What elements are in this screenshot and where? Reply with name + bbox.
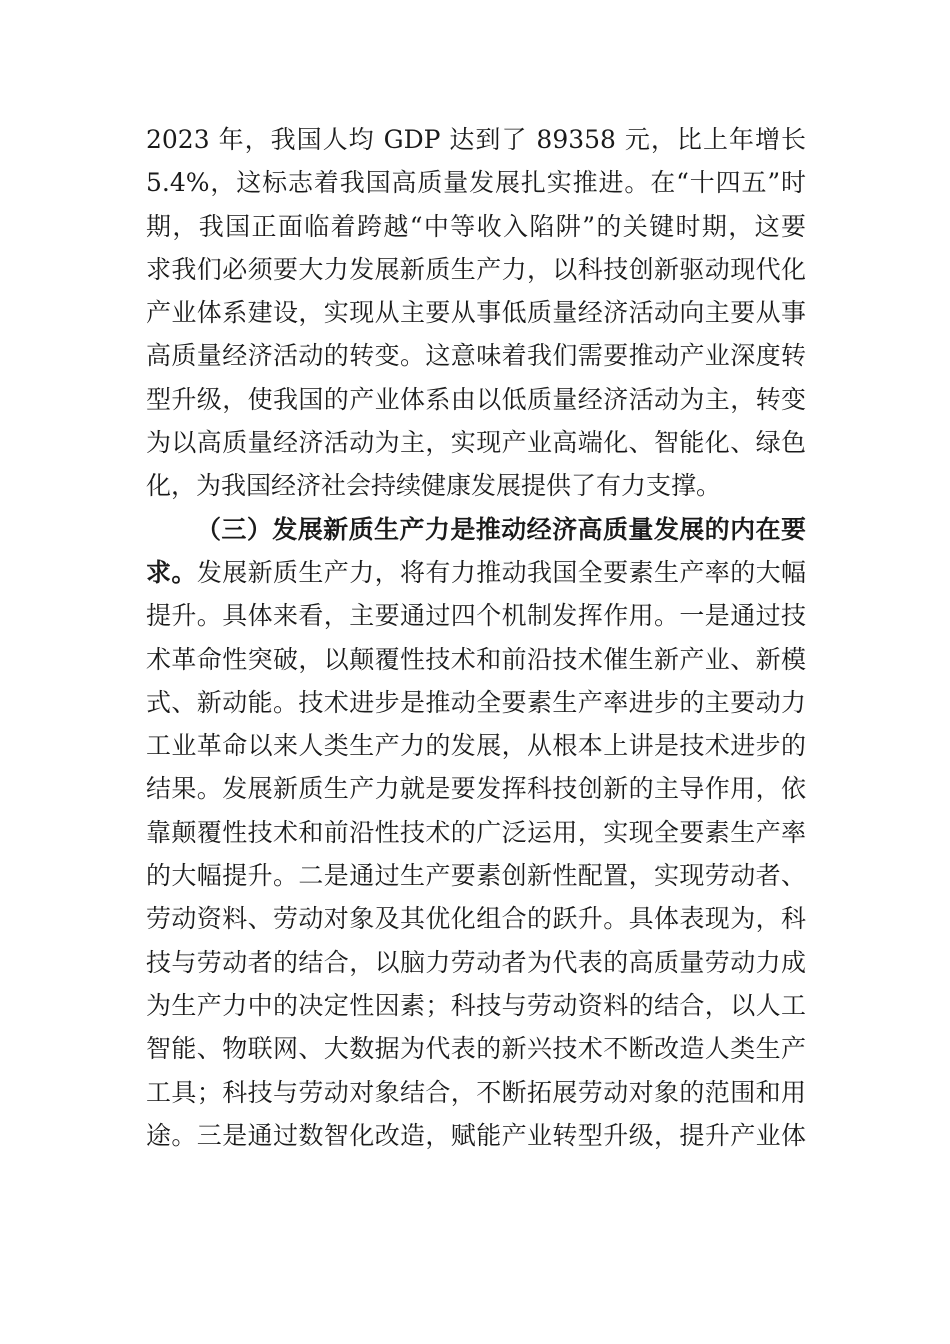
paragraph2-line-7: 靠颠覆性技术和前沿性技术的广泛运用，实现全要素生产率 <box>146 817 806 847</box>
paragraph2-line-13: 工具；科技与劳动对象结合，不断拓展劳动对象的范围和用 <box>146 1077 806 1107</box>
paragraph2-line-5: 工业革命以来人类生产力的发展，从根本上讲是技术进步的 <box>146 731 806 761</box>
paragraph2-line-10: 技与劳动者的结合，以脑力劳动者为代表的高质量劳动力成 <box>146 947 806 977</box>
paragraph2-line-3: 术革命性突破，以颠覆性技术和前沿技术催生新产业、新模 <box>146 644 806 674</box>
paragraph2-line-11: 为生产力中的决定性因素；科技与劳动资料的结合，以人工 <box>146 990 806 1020</box>
body-text <box>146 118 806 1157</box>
paragraph1-line-6: 高质量经济活动的转变。这意味着我们需要推动产业深度转 <box>146 341 806 371</box>
paragraph2-line-6: 结果。发展新质生产力就是要发挥科技创新的主导作用，依 <box>146 774 806 804</box>
paragraph2-line-1 <box>146 551 806 594</box>
paragraph2-line-4: 式、新动能。技术进步是推动全要素生产率进步的主要动力 <box>146 687 806 717</box>
paragraph2-line-8: 的大幅提升。二是通过生产要素创新性配置，实现劳动者、 <box>146 861 806 891</box>
paragraph2-line-9: 劳动资料、劳动对象及其优化组合的跃升。具体表现为，科 <box>146 904 806 934</box>
paragraph1-line-3: 期，我国正面临着跨越“中等收入陷阱”的关键时期，这要 <box>146 211 806 241</box>
paragraph2-line-12: 智能、物联网、大数据为代表的新兴技术不断改造人类生产 <box>146 1034 806 1064</box>
paragraph2-line-1-text: 发展新质生产力，将有力推动我国全要素生产率的大幅 <box>196 557 806 587</box>
paragraph2-line-14: 途。三是通过数智化改造，赋能产业转型升级，提升产业体 <box>146 1120 806 1150</box>
paragraph1-line-2: 5.4%，这标志着我国高质量发展扎实推进。在“十四五”时 <box>146 168 806 198</box>
paragraph2-line-2: 提升。具体来看，主要通过四个机制发挥作用。一是通过技 <box>146 601 806 631</box>
paragraph1-line-8: 为以高质量经济活动为主，实现产业高端化、智能化、绿色 <box>146 428 806 458</box>
section-heading: （三）发展新质生产力是推动经济高质量发展的内在要 <box>196 514 806 544</box>
paragraph1-line-7: 型升级，使我国的产业体系由以低质量经济活动为主，转变 <box>146 384 806 414</box>
paragraph1-line-1: 2023 年，我国人均 GDP 达到了 89358 元，比上年增长 <box>146 125 806 154</box>
section-heading-end: 求。 <box>146 557 197 587</box>
paragraph1-line-4: 求我们必须要大力发展新质生产力，以科技创新驱动现代化 <box>146 254 806 284</box>
paragraph1-line-9: 化，为我国经济社会持续健康发展提供了有力支撑。 <box>146 471 722 501</box>
paragraph1-line-5: 产业体系建设，实现从主要从事低质量经济活动向主要从事 <box>146 298 806 328</box>
